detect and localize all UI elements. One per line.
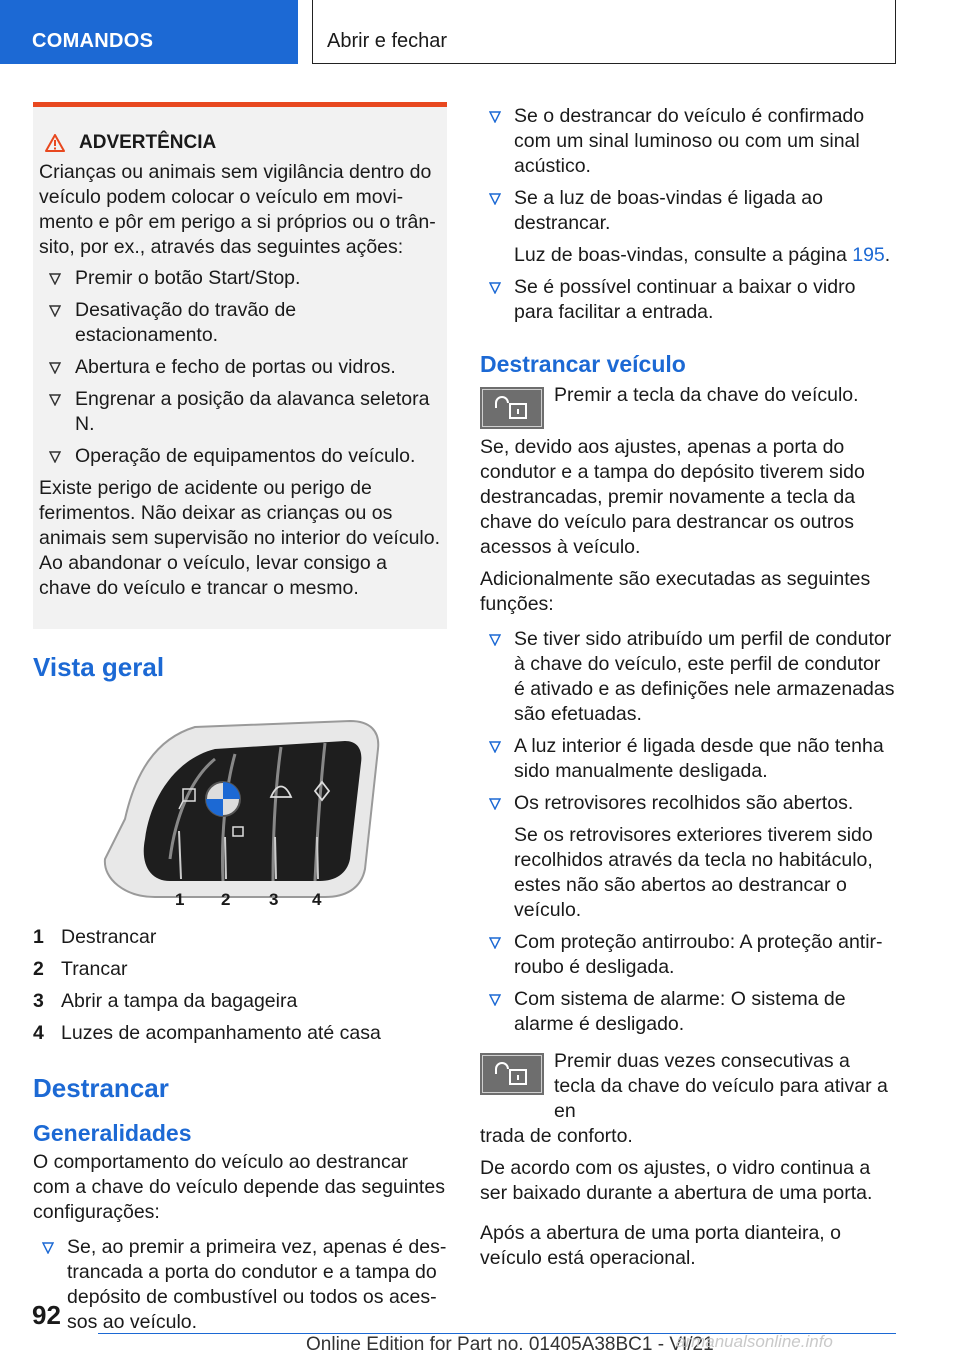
- unlock-vehicle-heading: Destrancar veículo: [480, 351, 686, 377]
- unlock-intro: O comportamento do veículo ao destrancar com a chave do veículo depende das seguintes configurações:: [33, 1151, 445, 1223]
- bullet-triangle-icon: [489, 798, 501, 810]
- bullet-triangle-icon: [42, 1242, 54, 1254]
- functions-list: [480, 627, 896, 1037]
- page-link[interactable]: 195: [852, 244, 885, 266]
- bullet-triangle-icon: [489, 111, 501, 123]
- unlock-config-list: [33, 1235, 447, 1335]
- list-item: Com sistema de alarme: O sistema de alarme é desligado.: [480, 987, 896, 1037]
- press-key-text: Premir a tecla da chave do veículo.: [554, 384, 859, 406]
- list-item: Operação de equipamentos do veículo.: [39, 444, 441, 469]
- comfort-press-text-end: trada de conforto.: [480, 1125, 633, 1147]
- section-tab: COMANDOS: [0, 0, 298, 64]
- general-subheading: Generalidades: [33, 1120, 192, 1146]
- callout-4: 4: [312, 890, 322, 909]
- list-item: Se a luz de boas-vindas é ligada ao destrancar. Luz de boas-vindas, consulte a página 195.: [480, 186, 896, 268]
- welcome-light-ref: Luz de boas-vindas, consulte a página 195.: [514, 244, 891, 266]
- page-number: 92: [32, 1300, 61, 1330]
- comfort-key-row: [480, 1049, 896, 1124]
- list-item: Abertura e fecho de portas ou vidros.: [39, 355, 441, 380]
- unlock-key-button-icon: [480, 387, 544, 429]
- legend-row: 4 Luzes de acompanhamento até casa: [33, 1022, 381, 1044]
- watermark-text: armanualsonline.info: [676, 1332, 833, 1351]
- warning-outro: Existe perigo de acidente ou perigo de ferimentos. Não deixar as crianças ou os animais sem supervisão no interior do veículo. Ao abandonar o veículo, levar consigo a chave do veículo e trancar o mesmo.: [39, 477, 441, 599]
- list-item: Se o destrancar do veículo é confirmado com um sinal luminoso ou com um sinal acústico.: [480, 104, 896, 179]
- right-column: [480, 104, 896, 1278]
- comfort-press-text: Premir duas vezes consecutivas a tecla da chave do veículo para ativar a en: [554, 1050, 888, 1122]
- callout-2: 2: [221, 890, 231, 909]
- list-item: Premir o botão Start/Stop.: [39, 266, 441, 291]
- warning-intro: Crianças ou animais sem vigilância dentro do veículo podem colocar o veículo em movimento e pôr em perigo a si próprios ou o trânsito, por ex., através das seguintes ações:: [39, 161, 436, 258]
- unlock-config-list-cont: [480, 104, 896, 325]
- key-fob-figure: [95, 719, 395, 911]
- unlock-para-3: De acordo com os ajustes, o vidro continua a ser baixado durante a abertura de uma porta.: [480, 1157, 873, 1204]
- edition-text: Online Edition for Part no. 01405A38BC1 - VI/21: [306, 1334, 714, 1355]
- bullet-triangle-icon: [489, 634, 501, 646]
- warning-box: [33, 102, 447, 629]
- warning-title: ADVERTÊNCIA: [79, 132, 217, 153]
- overview-heading: Vista geral: [33, 652, 165, 682]
- chapter-header: [312, 0, 896, 64]
- bullet-triangle-icon: [49, 273, 61, 285]
- bullet-triangle-icon: [489, 937, 501, 949]
- list-item: Os retrovisores recolhidos são abertos. Se os retrovisores exteriores tiverem sido recolhidos através da tecla no habitáculo, estes não são abertos ao destrancar o veículo.: [480, 791, 896, 923]
- unlock-para-2: Adicionalmente são executadas as seguintes funções:: [480, 568, 871, 615]
- bullet-triangle-icon: [49, 362, 61, 374]
- list-item: Engrenar a posição da alavanca seletora N.: [39, 387, 441, 437]
- bullet-triangle-icon: [49, 394, 61, 406]
- unlock-para-4: Após a abertura de uma porta dianteira, o veículo está operacional.: [480, 1222, 841, 1269]
- bullet-triangle-icon: [489, 741, 501, 753]
- list-item: Com proteção antirroubo: A proteção antirroubo é desligada.: [480, 930, 896, 980]
- mirror-note: Se os retrovisores exteriores tiverem sido recolhidos através da tecla no habitáculo, estes não são abertos ao destrancar o veículo.: [514, 824, 873, 921]
- key-legend: [33, 925, 393, 1046]
- list-item: Se é possível continuar a baixar o vidro para facilitar a entrada.: [480, 275, 896, 325]
- legend-row: 3 Abrir a tampa da bagageira: [33, 990, 298, 1012]
- bullet-triangle-icon: [489, 193, 501, 205]
- legend-row: 2 Trancar: [33, 958, 128, 980]
- callout-1: 1: [175, 890, 185, 909]
- left-column: [33, 102, 447, 1342]
- callout-3: 3: [269, 890, 279, 909]
- unlock-heading: Destrancar: [33, 1073, 169, 1103]
- chapter-title: Abrir e fechar: [327, 30, 448, 52]
- key-fob-illustration: [95, 719, 395, 911]
- bullet-triangle-icon: [489, 282, 501, 294]
- warning-list: [39, 266, 441, 469]
- warning-heading: [45, 132, 441, 154]
- unlock-key-row: [480, 383, 896, 429]
- list-item: Se tiver sido atribuído um perfil de condutor à chave do veículo, este perfil de condutor é ativado e as definições nele armazenadas são efetuadas.: [480, 627, 896, 727]
- unlock-para-1: Se, devido aos ajustes, apenas a porta do condutor e a tampa do depósito tiverem sido destrancadas, premir novamente a tecla da chave do veículo para destrancar os outros acessos à veículo.: [480, 436, 865, 558]
- bullet-triangle-icon: [489, 994, 501, 1006]
- bullet-triangle-icon: [49, 451, 61, 463]
- list-item: Se, ao premir a primeira vez, apenas é destrancada a porta do condutor e a tampa do depósito de combustível ou todos os acessos ao veículo.: [33, 1235, 447, 1335]
- bullet-triangle-icon: [49, 305, 61, 317]
- unlock-key-button-icon: [480, 1053, 544, 1095]
- legend-row: 1 Destrancar: [33, 926, 157, 948]
- list-item: Desativação do travão de estacionamento.: [39, 298, 441, 348]
- warning-triangle-icon: [45, 134, 65, 152]
- list-item: A luz interior é ligada desde que não tenha sido manualmente desligada.: [480, 734, 896, 784]
